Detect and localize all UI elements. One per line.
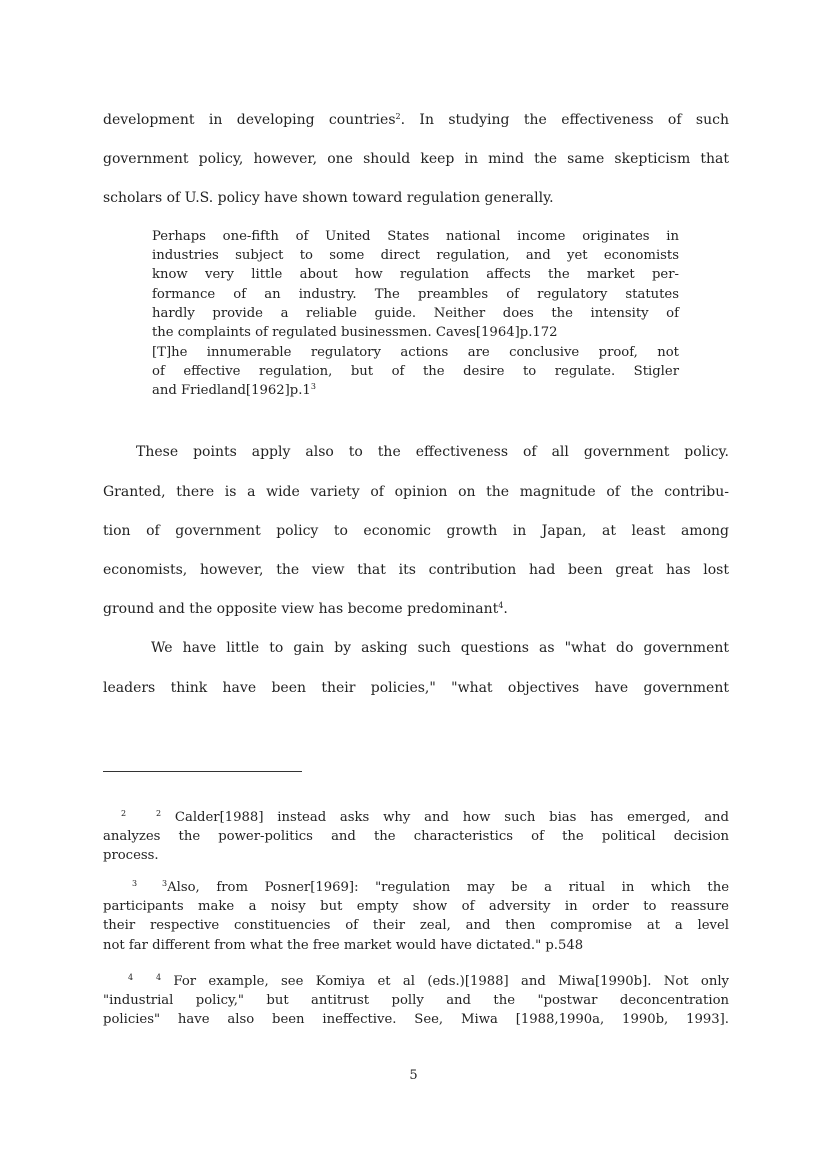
quote-line: know very little about how regulation affects the market per- — [152, 267, 679, 282]
body-line: ground and the opposite view has become predominant$^4$. — [103, 601, 508, 617]
quote-line: hardly provide a reliable guide. Neither does the intensity of — [152, 306, 679, 321]
footnote-marker: 4 — [128, 973, 134, 982]
footnote-separator — [103, 771, 302, 772]
body-line: development in developing countries$^2$. In studying the effectiveness of such — [103, 112, 729, 128]
footnote-line: analyzes the power-politics and the characteristics of the political decision — [103, 829, 729, 844]
body-line: leaders think have been their policies," "what objectives have government — [103, 680, 729, 696]
footnote-line: 2 $^2$ Calder[1988] instead asks why and how such bias has emerged, and — [156, 810, 729, 826]
quote-line: formance of an industry. The preambles of regulatory statutes — [152, 287, 679, 302]
body-line: scholars of U.S. policy have shown toward regulation generally. — [103, 190, 554, 206]
footnote-line: "industrial policy," but antitrust polly and the "postwar deconcentration — [103, 993, 729, 1008]
body-line: economists, however, the view that its contribution had been great has lost — [103, 562, 729, 578]
quote-line: industries subject to some direct regulation, and yet economists — [152, 248, 679, 263]
body-line: These points apply also to the effectiveness of all government policy. — [136, 444, 729, 460]
footnote-line: policies" have also been ineffective. See, Miwa [1988,1990a, 1990b, 1993]. — [103, 1012, 729, 1027]
quote-line: of effective regulation, but of the desire to regulate. Stigler — [152, 364, 679, 379]
footnote-line: their respective constituencies of their zeal, and then compromise at a level — [103, 918, 729, 933]
quote-line: the complaints of regulated businessmen. Caves[1964]p.172 — [152, 325, 558, 340]
page-number: 5 — [409, 1068, 418, 1083]
footnote-line: not far different from what the free market would have dictated." p.548 — [103, 938, 584, 953]
footnote-marker: 2 — [121, 809, 127, 818]
quote-line: [T]he innumerable regulatory actions are conclusive proof, not — [152, 345, 679, 360]
body-line: tion of government policy to economic growth in Japan, at least among — [103, 523, 729, 539]
footnote-line: process. — [103, 848, 159, 863]
body-line: We have little to gain by asking such questions as "what do government — [151, 640, 729, 656]
footnote-line: 3 $^3$Also, from Posner[1969]: "regulation may be a ritual in which the — [162, 880, 729, 896]
body-line: government policy, however, one should keep in mind the same skepticism that — [103, 151, 729, 167]
body-line: Granted, there is a wide variety of opinion on the magnitude of the contribu- — [103, 484, 729, 500]
quote-line: and $Friedland[1962]p.1^3$ — [152, 382, 316, 398]
quote-line: Perhaps one-fifth of United States national income originates in — [152, 229, 679, 244]
footnote-marker: 3 — [132, 879, 138, 888]
footnote-line: participants make a noisy but empty show of adversity in order to reassure — [103, 899, 729, 914]
footnote-line: 4 $^4$ For example, see Komiya et al (eds.)[1988] and Miwa[1990b]. Not only — [156, 974, 729, 990]
